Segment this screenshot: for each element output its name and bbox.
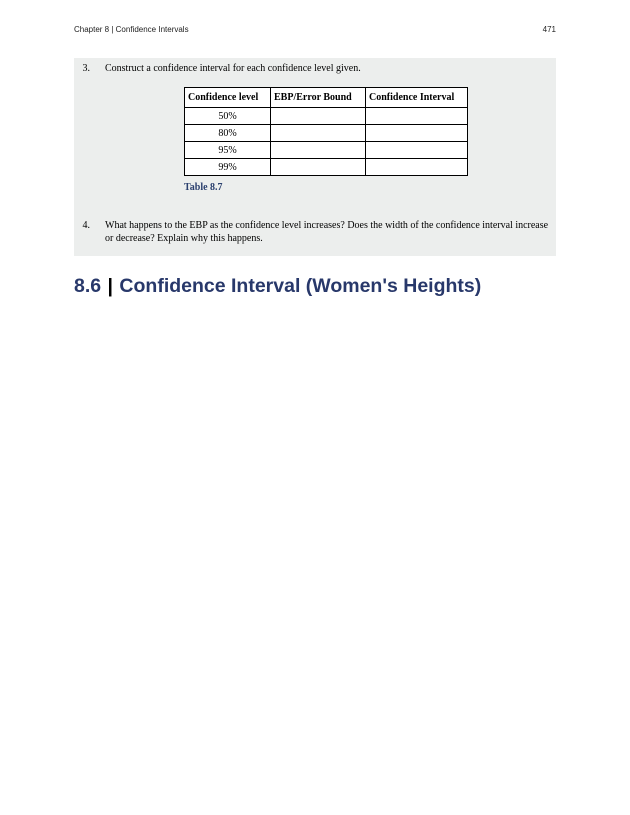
header-confidence-level: Confidence level [185, 88, 271, 108]
section-heading [74, 275, 481, 298]
page-number: 471 [542, 25, 556, 34]
table-header-row [185, 88, 468, 108]
chapter-title: Chapter 8 | Confidence Intervals [74, 25, 189, 34]
cell-ebp [271, 125, 366, 142]
cell-ebp [271, 159, 366, 176]
item-text: What happens to the EBP as the confidence level increases? Does the width of the confidence interval increase or decrease? Explain why this happens. [105, 220, 549, 244]
cell-level: 50% [185, 108, 271, 125]
header-confidence-interval: Confidence Interval [366, 88, 468, 108]
table-row [185, 108, 468, 125]
cell-interval [366, 142, 468, 159]
cell-ebp [271, 142, 366, 159]
section-number: 8.6 [74, 275, 102, 297]
item-number: 4. [82, 220, 90, 231]
cell-interval [366, 108, 468, 125]
table-row [185, 142, 468, 159]
cell-interval [366, 159, 468, 176]
cell-ebp [271, 108, 366, 125]
cell-level: 95% [185, 142, 271, 159]
table-row [185, 159, 468, 176]
exercise-box [74, 58, 556, 256]
item-number: 3. [82, 63, 90, 74]
item-text: Construct a confidence interval for each confidence level given. [105, 63, 361, 74]
section-separator: | [107, 275, 113, 297]
table-caption: Table 8.7 [184, 182, 223, 193]
section-title: Confidence Interval (Women's Heights) [119, 275, 482, 297]
cell-level: 80% [185, 125, 271, 142]
cell-level: 99% [185, 159, 271, 176]
confidence-table [184, 87, 468, 176]
table-row [185, 125, 468, 142]
cell-interval [366, 125, 468, 142]
header-ebp: EBP/Error Bound [271, 88, 366, 108]
